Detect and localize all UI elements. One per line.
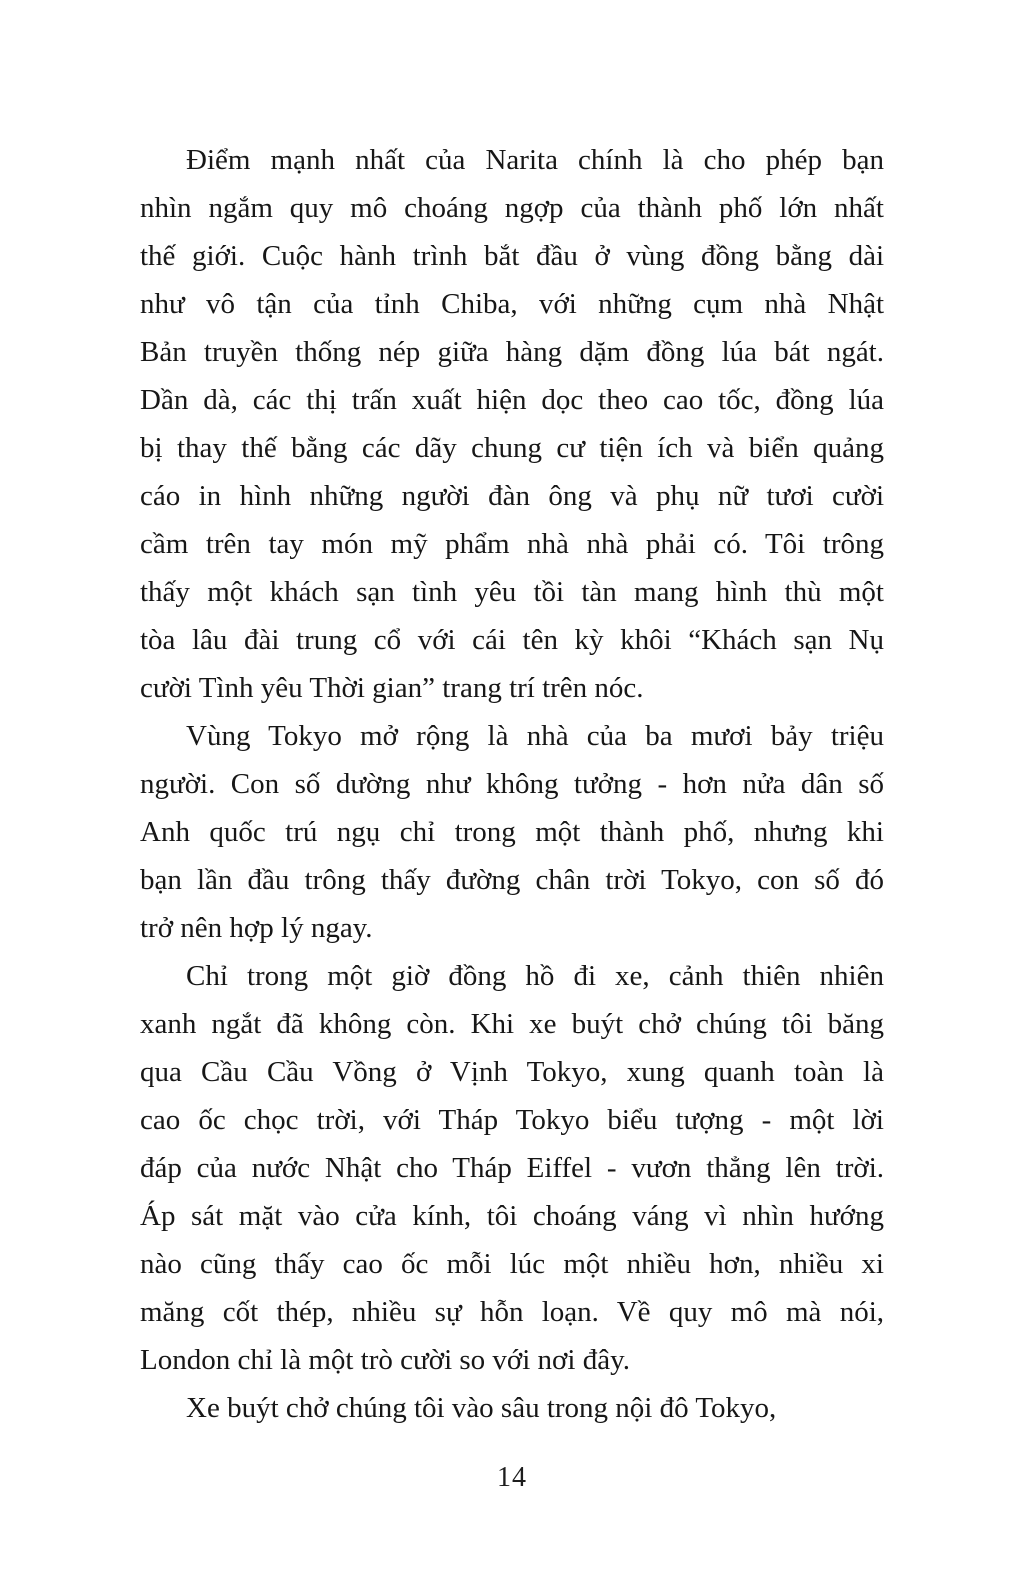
text-block [140,136,884,1432]
text-line: trở nên hợp lý ngay. [140,912,373,944]
text-line: tòa lâu đài trung cổ với cái tên kỳ khôi “Khách sạn Nụ [140,624,884,656]
text-line: London chỉ là một trò cười so với nơi đây. [140,1344,630,1376]
text-line: Áp sát mặt vào cửa kính, tôi choáng váng vì nhìn hướng [140,1200,884,1232]
text-line: cáo in hình những người đàn ông và phụ nữ tươi cười [140,480,884,512]
text-line: như vô tận của tỉnh Chiba, với những cụm nhà Nhật [140,288,884,320]
text-line: Vùng Tokyo mở rộng là nhà của ba mươi bảy triệu [186,720,884,752]
text-line: Xe buýt chở chúng tôi vào sâu trong nội đô Tokyo, [186,1392,777,1424]
text-line: Dần dà, các thị trấn xuất hiện dọc theo cao tốc, đồng lúa [140,384,884,416]
text-line: cười Tình yêu Thời gian” trang trí trên nóc. [140,672,644,704]
text-line: Chỉ trong một giờ đồng hồ đi xe, cảnh thiên nhiên [186,960,884,992]
paragraph [140,952,884,1384]
text-line: xanh ngắt đã không còn. Khi xe buýt chở chúng tôi băng [140,1008,884,1040]
text-line: măng cốt thép, nhiều sự hỗn loạn. Về quy mô mà nói, [140,1296,884,1328]
page-footer [0,1464,1024,1492]
text-line: cầm trên tay món mỹ phẩm nhà nhà phải có. Tôi trông [140,528,884,560]
text-line: thế giới. Cuộc hành trình bắt đầu ở vùng đồng bằng dài [140,240,884,272]
text-line: thấy một khách sạn tình yêu tồi tàn mang hình thù một [140,576,884,608]
text-line: bị thay thế bằng các dãy chung cư tiện ích và biển quảng [140,432,884,464]
paragraph [140,712,884,952]
text-line: cao ốc chọc trời, với Tháp Tokyo biểu tượng - một lời [140,1104,884,1136]
text-line: Điểm mạnh nhất của Narita chính là cho phép bạn [186,144,884,176]
text-line: Bản truyền thống nép giữa hàng dặm đồng lúa bát ngát. [140,336,884,368]
paragraph [140,1384,884,1432]
text-line: Anh quốc trú ngụ chỉ trong một thành phố, nhưng khi [140,816,884,848]
text-line: người. Con số dường như không tưởng - hơn nửa dân số [140,768,884,800]
text-line: nào cũng thấy cao ốc mỗi lúc một nhiều hơn, nhiều xi [140,1248,884,1280]
text-line: bạn lần đầu trông thấy đường chân trời Tokyo, con số đó [140,864,884,896]
text-line: nhìn ngắm quy mô choáng ngợp của thành phố lớn nhất [140,192,884,224]
text-line: qua Cầu Cầu Vồng ở Vịnh Tokyo, xung quanh toàn là [140,1056,884,1088]
page-number: 14 [497,1462,527,1493]
text-line: đáp của nước Nhật cho Tháp Eiffel - vươn thẳng lên trời. [140,1152,884,1184]
paragraph [140,136,884,712]
